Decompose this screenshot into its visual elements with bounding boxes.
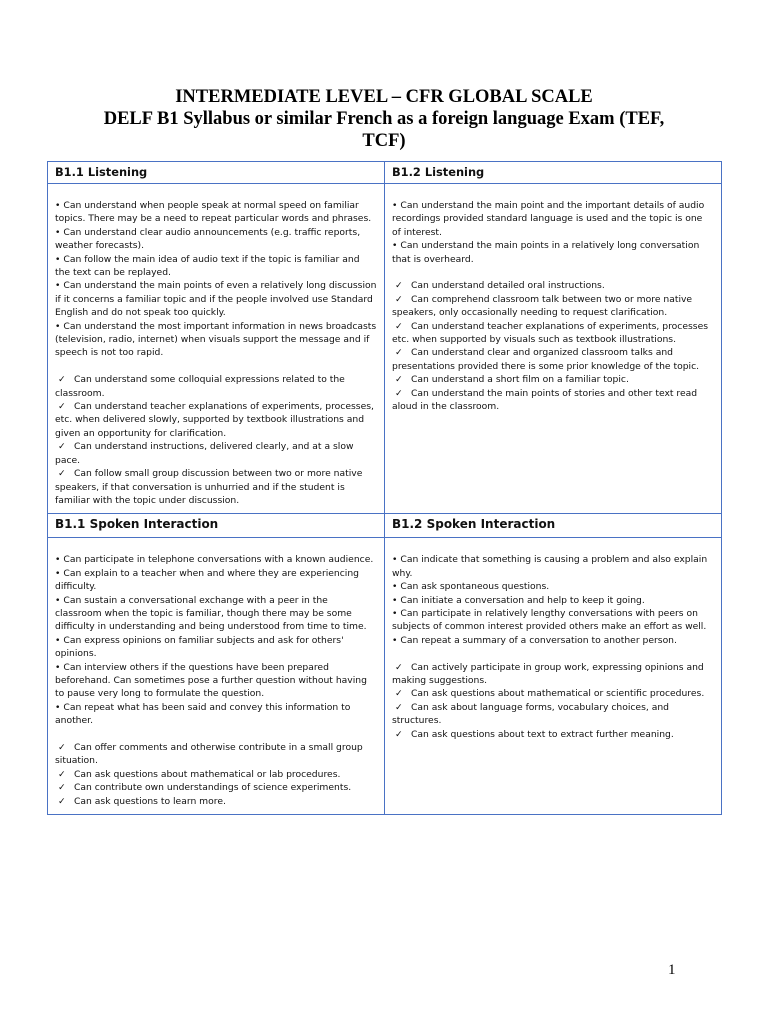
check-icon: ✓: [58, 795, 66, 807]
list-item-text: Can understand clear audio announcements (e.g. traffic reports, weather forecasts).: [55, 226, 361, 252]
b11-listening-bullet-list: [55, 199, 377, 360]
list-item-text: Can understand teacher explanations of experiments, processes etc. when supported by visuals such as textbook illustrations.: [392, 320, 709, 346]
check-icon: ✓: [395, 320, 403, 332]
check-icon: ✓: [395, 688, 403, 700]
list-item-text: Can understand the main points in a relatively long conversation that is overheard.: [392, 240, 700, 265]
list-item-text: Can sustain a conversational exchange with a peer in the classroom when the topic is familiar, though there may be some difficulty in understanding and being understood from time to time.: [55, 594, 367, 633]
bullet-icon: •: [55, 594, 61, 606]
list-item: [55, 795, 377, 808]
listening-heading-row: [48, 162, 722, 184]
list-item: [392, 279, 714, 292]
list-item: [392, 634, 714, 647]
spacer: [55, 728, 377, 741]
b11-listening-heading: B1.1 Listening: [48, 162, 385, 184]
list-item: [55, 768, 377, 781]
list-item-text: Can participate in relatively lengthy conversations with peers on subjects of common interest provided others make an effort as well.: [392, 607, 707, 633]
list-item-text: Can indicate that something is causing a problem and also explain why.: [392, 554, 708, 579]
b12-spoken-bullet-list: [392, 553, 714, 647]
b11-listening-content: [48, 184, 385, 514]
b11-spoken-heading: B1.1 Spoken Interaction: [48, 514, 385, 538]
check-icon: ✓: [395, 293, 403, 305]
bullet-icon: •: [55, 661, 61, 673]
list-item-text: Can actively participate in group work, expressing opinions and making suggestions.: [392, 661, 704, 686]
bullet-icon: •: [55, 554, 61, 566]
list-item: [392, 373, 714, 386]
b11-spoken-content: [48, 538, 385, 815]
list-item: [55, 661, 377, 701]
list-item-text: Can offer comments and otherwise contribute in a small group situation.: [55, 742, 363, 767]
list-item-text: Can understand clear and organized classroom talks and presentations provided there is some prior knowledge of the topic.: [392, 347, 700, 372]
list-item: [392, 607, 714, 634]
list-item: [55, 320, 377, 360]
check-icon: ✓: [395, 728, 403, 740]
list-item-text: Can follow small group discussion between two or more native speakers, if that conversation is unhurried and if the student is familiar with the topic under discussion.: [55, 468, 363, 506]
document-title: [60, 86, 708, 152]
list-item: [55, 781, 377, 794]
list-item-text: Can understand instructions, delivered clearly, and at a slow pace.: [55, 441, 354, 466]
bullet-icon: •: [392, 594, 398, 606]
b11-listening-check-list: [55, 373, 377, 507]
b12-listening-content: [385, 184, 722, 514]
bullet-icon: •: [392, 554, 398, 566]
list-item: [55, 279, 377, 319]
b11-spoken-bullet-list: [55, 553, 377, 727]
list-item-text: Can ask questions about text to extract further meaning.: [411, 728, 674, 740]
list-item-text: Can repeat what has been said and convey this information to another.: [55, 701, 351, 727]
check-icon: ✓: [395, 661, 403, 673]
b11-spoken-check-list: [55, 741, 377, 808]
list-item-text: Can follow the main idea of audio text if the topic is familiar and the text can be replayed.: [55, 253, 360, 279]
b12-spoken-heading: B1.2 Spoken Interaction: [385, 514, 722, 538]
b12-listening-heading: B1.2 Listening: [385, 162, 722, 184]
bullet-icon: •: [55, 253, 61, 265]
list-item-text: Can understand a short film on a familiar topic.: [411, 374, 629, 386]
list-item-text: Can ask questions about mathematical or scientific procedures.: [411, 688, 705, 700]
check-icon: ✓: [58, 441, 66, 453]
spacer: [55, 360, 377, 373]
list-item: [55, 567, 377, 594]
bullet-icon: •: [55, 320, 61, 332]
list-item: [55, 400, 377, 440]
list-item: [392, 346, 714, 373]
check-icon: ✓: [58, 374, 66, 386]
list-item-text: Can ask spontaneous questions.: [400, 581, 550, 593]
spacer: [392, 647, 714, 660]
list-item-text: Can participate in telephone conversations with a known audience.: [63, 554, 374, 566]
list-item-text: Can understand teacher explanations of experiments, processes, etc. when delivered slowly, supported by textbook illustrations and given an opportunity for clarification.: [55, 401, 374, 439]
list-item: [55, 253, 377, 280]
list-item: [55, 440, 377, 467]
check-icon: ✓: [395, 701, 403, 713]
list-item: [55, 634, 377, 661]
bullet-icon: •: [392, 607, 398, 619]
check-icon: ✓: [58, 782, 66, 794]
check-icon: ✓: [395, 280, 403, 292]
list-item: [392, 687, 714, 700]
list-item: [392, 661, 714, 688]
list-item: [392, 199, 714, 239]
title-line-2: DELF B1 Syllabus or similar French as a foreign language Exam (TEF,: [103, 109, 665, 129]
check-icon: ✓: [58, 742, 66, 753]
b12-spoken-content: [385, 538, 722, 815]
list-item-text: Can ask about language forms, vocabulary choices, and structures.: [392, 701, 669, 727]
list-item: [55, 373, 377, 400]
bullet-icon: •: [392, 240, 398, 252]
bullet-icon: •: [392, 634, 398, 646]
spoken-heading-row: [48, 514, 722, 538]
bullet-icon: •: [55, 200, 61, 211]
list-item-text: Can express opinions on familiar subjects and ask for others' opinions.: [55, 634, 344, 660]
bullet-icon: •: [55, 280, 61, 292]
list-item: [392, 580, 714, 593]
list-item: [392, 728, 714, 741]
list-item: [55, 594, 377, 634]
list-item: [55, 553, 377, 566]
list-item: [55, 199, 377, 226]
title-line-1: INTERMEDIATE LEVEL – CFR GLOBAL SCALE: [175, 87, 593, 107]
list-item-text: Can ask questions about mathematical or lab procedures.: [74, 768, 341, 780]
list-item: [55, 741, 377, 768]
check-icon: ✓: [58, 768, 66, 780]
list-item-text: Can understand detailed oral instructions.: [411, 280, 605, 292]
list-item-text: Can repeat a summary of a conversation to another person.: [400, 634, 677, 646]
bullet-icon: •: [55, 701, 61, 713]
list-item: [55, 701, 377, 728]
list-item-text: Can explain to a teacher when and where they are experiencing difficulty.: [55, 567, 360, 593]
spoken-content-row: [48, 538, 722, 815]
list-item-text: Can understand when people speak at normal speed on familiar topics. There may be a need to repeat particular words and phrases.: [55, 200, 372, 225]
check-icon: ✓: [395, 374, 403, 386]
bullet-icon: •: [55, 226, 61, 238]
bullet-icon: •: [392, 200, 398, 211]
check-icon: ✓: [395, 387, 403, 399]
list-item-text: Can understand some colloquial expressions related to the classroom.: [55, 374, 345, 399]
list-item: [392, 293, 714, 320]
b12-spoken-check-list: [392, 661, 714, 741]
list-item-text: Can understand the main point and the important details of audio recordings provided standard language is used and the topic is one of interest.: [392, 200, 705, 238]
list-item: [392, 239, 714, 266]
spacer: [392, 266, 714, 279]
check-icon: ✓: [395, 347, 403, 359]
check-icon: ✓: [58, 468, 66, 480]
title-line-3: TCF): [362, 131, 406, 151]
list-item-text: Can comprehend classroom talk between two or more native speakers, only occasionally needing to request clarification.: [392, 293, 693, 319]
list-item-text: Can contribute own understandings of science experiments.: [74, 782, 352, 794]
b12-listening-bullet-list: [392, 199, 714, 266]
list-item-text: Can understand the main points of even a relatively long discussion if it concerns a familiar topic and if the people involved use Standard English and do not speak too quickly.: [55, 280, 377, 319]
list-item: [392, 553, 714, 580]
listening-content-row: [48, 184, 722, 514]
list-item-text: Can initiate a conversation and help to keep it going.: [400, 594, 645, 606]
list-item-text: Can ask questions to learn more.: [74, 795, 226, 807]
list-item-text: Can understand the main points of stories and other text read aloud in the classroom.: [392, 387, 698, 413]
bullet-icon: •: [55, 567, 61, 579]
list-item: [55, 467, 377, 507]
bullet-icon: •: [55, 634, 61, 646]
list-item-text: Can understand the most important information in news broadcasts (television, radio, internet) when visuals support the message and if speech is not too rapid.: [55, 320, 377, 359]
list-item: [392, 701, 714, 728]
check-icon: ✓: [58, 401, 66, 413]
list-item-text: Can interview others if the questions have been prepared beforehand. Can sometimes pose a further question without having to pause very long to formulate the question.: [55, 661, 367, 700]
list-item: [55, 226, 377, 253]
b12-listening-check-list: [392, 279, 714, 413]
syllabus-table: [47, 161, 722, 815]
list-item: [392, 387, 714, 414]
page-number: 1: [668, 962, 676, 978]
list-item: [392, 594, 714, 607]
list-item: [392, 320, 714, 347]
bullet-icon: •: [392, 581, 398, 593]
